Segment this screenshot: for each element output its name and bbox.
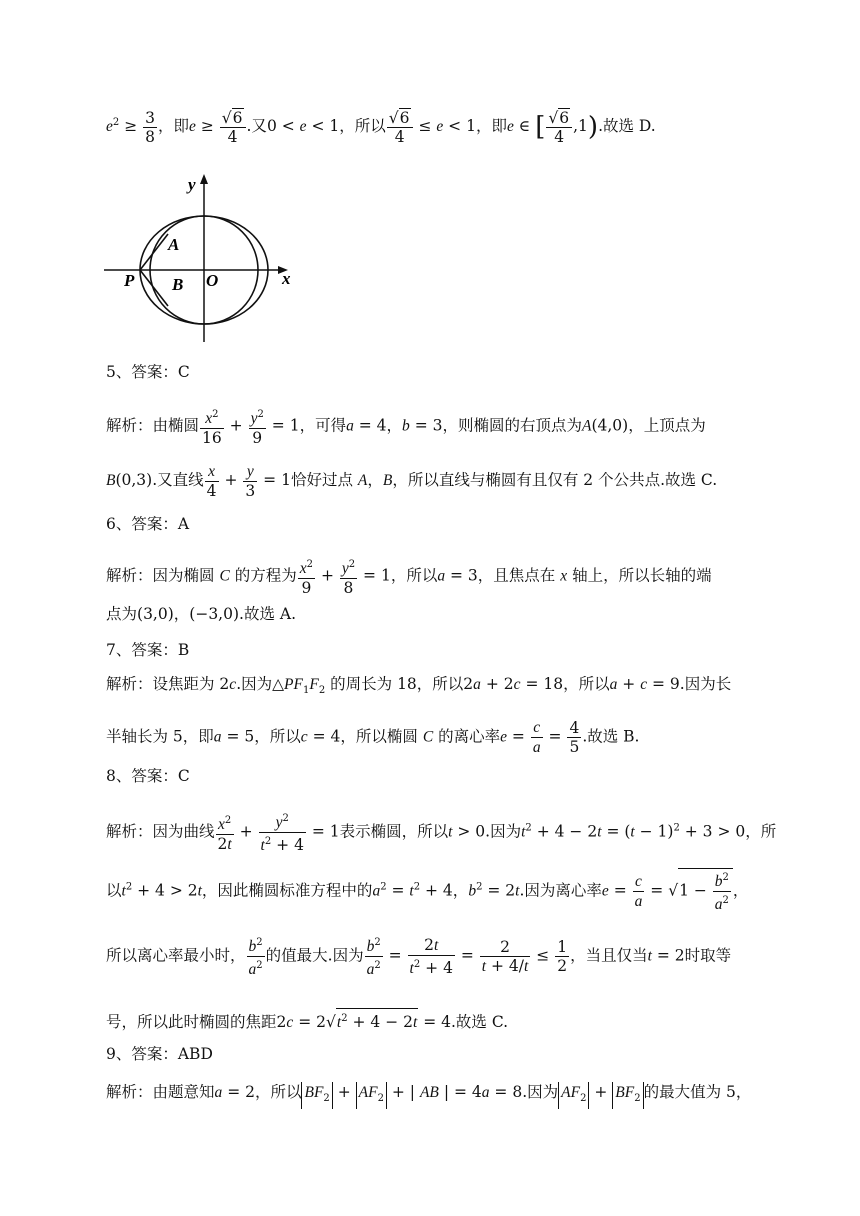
q6-solution-line2: 点为(3,0)，(−3,0).故选 A. bbox=[106, 605, 296, 623]
q9-solution-line1: 解析：由题意知a = 2，所以 $BF_2 + AF_2$ + | AB | = 4a = 8.因为 $AF_2 + BF_2$ 的最大值为 5， bbox=[106, 1082, 751, 1109]
label-A: A bbox=[168, 235, 180, 254]
q5-solution-line2: B(0,3).又直线 $\frac{x}{4}$ + $\frac{y}{3}$ = 1恰好过点 A，B，所以直线与椭圆有且仅有 2 个公共点.故选 C. bbox=[106, 463, 718, 500]
q7-solution-line1: 解析：设焦距为 2c.因为$\triangle PF_1F_2$ 的周长为 18，所以2a + 2c = 18，所以a + c = 9.因为长 bbox=[106, 675, 732, 697]
q8-solution-line2: 以$t^2 + 4 > 2t$，因此椭圆标准方程中的$a^2 = t^2 + 4$，$b^2 = 2t$.因为离心率e = $\frac{c}{a}$ = √1 − $\frac{b^2}{a^2}$ ， bbox=[106, 868, 748, 914]
q5-solution-line1: 解析：由椭圆 $\frac{x^2}{16}$ + $\frac{y^2}{9}$ = 1，可得a = 4，b = 3，则椭圆的右顶点为A(4,0)，上顶点为 bbox=[106, 406, 706, 447]
label-x: x bbox=[282, 269, 291, 288]
q5-answer: 5、答案：C bbox=[106, 363, 190, 381]
label-P: P bbox=[124, 271, 135, 290]
q6-answer: 6、答案：A bbox=[106, 515, 190, 533]
ellipse-figure bbox=[104, 172, 304, 344]
label-y: y bbox=[188, 175, 196, 194]
q9-answer: 9、答案：ABD bbox=[106, 1045, 213, 1063]
q8-solution-line1: 解析：因为曲线 $\frac{x^2}{2t}$ + $\frac{y^2}{t^2 + 4}$ = 1表示椭圆，所以t > 0.因为$t^2 + 4 - 2t = (t - 1)^2 + 3 > 0$，所 bbox=[106, 810, 776, 855]
q8-solution-line4: 号，所以此时椭圆的焦距$2c = 2√t^2 + 4 - 2t = 4$.故选 C. bbox=[106, 1008, 508, 1033]
solution-4-conclusion: $e^2$ ≥ $\frac{3}{8}$ ，即e ≥ $\frac{√6}{4}$ .又0 < e < 1，所以 $\frac{√6}{4}$ ≤ e < 1，即e ∈ [ $\frac{√6}{4}$ ,1).故选 D. bbox=[106, 108, 656, 146]
q8-solution-line3: 所以离心率最小时， $\frac{b^2}{a^2}$ 的值最大.因为 $\frac{b^2}{a^2}$ = $\frac{2t}{t^2 + 4}$ = $\frac{2}{t + 4/t}$ ≤ $\frac{1}{2}$ ，当且仅当t = 2时取等 bbox=[106, 935, 732, 979]
label-O: O bbox=[206, 271, 219, 290]
q8-answer: 8、答案：C bbox=[106, 767, 190, 785]
q7-answer: 7、答案：B bbox=[106, 641, 190, 659]
label-B: B bbox=[172, 275, 184, 294]
q7-solution-line2: 半轴长为 5，即a = 5，所以c = 4，所以椭圆 C 的离心率e = $\frac{c}{a}$ = $\frac{4}{5}$ .故选 B. bbox=[106, 719, 640, 756]
q6-solution-line1: 解析：因为椭圆 C 的方程为 $\frac{x^2}{9}$ + $\frac{y^2}{8}$ = 1，所以a = 3，且焦点在 x 轴上，所以长轴的端 bbox=[106, 556, 712, 597]
